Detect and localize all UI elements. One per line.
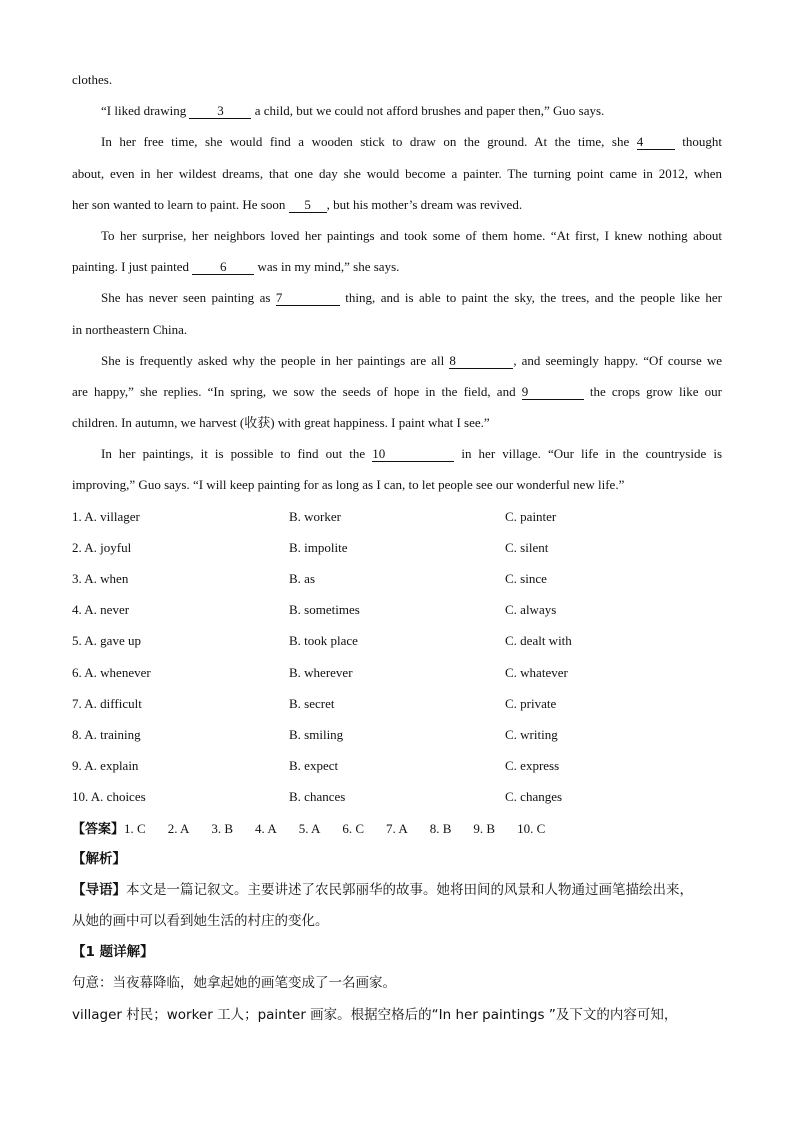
passage-line	[72, 126, 722, 157]
guide-line	[72, 875, 722, 906]
passage-text: about, even in her wildest dreams, that one day she would become a painter. The turning point came in 2012, when	[72, 165, 722, 181]
passage-line	[72, 95, 722, 126]
passage-text: the crops grow like our	[583, 383, 722, 399]
option-b: B. impolite	[289, 539, 348, 555]
passage-line	[72, 220, 722, 251]
blank-4: 4	[637, 135, 675, 150]
option-c: C. whatever	[505, 664, 568, 680]
passage-text: thought	[674, 134, 722, 150]
option-row	[72, 657, 722, 688]
blank-5: 5	[289, 198, 327, 213]
question-1-meaning: 句意：当夜幕降临，她拿起她的画笔变成了一名画家。	[72, 975, 396, 992]
option-b: B. expect	[289, 758, 339, 774]
option-b: B. chances	[289, 789, 346, 805]
answer-tag: 【答案】	[72, 821, 125, 837]
option-a: 5. A. gave up	[72, 633, 141, 649]
passage-line	[72, 407, 722, 438]
answer-item: 2. A	[167, 820, 190, 836]
guide-line: 从她的画中可以看到她生活的村庄的变化。	[72, 913, 329, 930]
passage-text: To her surprise, her neighbors loved her paintings and took some of them home. “At first, I knew nothing about	[101, 227, 722, 243]
passage-text: “I liked drawing	[101, 103, 190, 119]
option-b: B. worker	[289, 508, 341, 524]
option-row	[72, 594, 722, 625]
option-a: 7. A. difficult	[72, 695, 142, 711]
blank-3: 3	[189, 104, 251, 119]
blank-10: 10	[372, 447, 454, 462]
option-row	[72, 625, 722, 656]
guide-text: 本文是一篇记叙文。主要讲述了农民郭丽华的故事。她将田间的风景和人物通过画笔描绘出来，	[126, 881, 693, 898]
option-b: B. secret	[289, 695, 335, 711]
option-row	[72, 563, 722, 594]
passage-text: clothes.	[72, 72, 113, 87]
option-a: 2. A. joyful	[72, 539, 132, 555]
passage-line	[72, 314, 722, 345]
option-c: C. express	[505, 758, 560, 774]
guide-tag: 【导语】	[72, 881, 126, 898]
option-row	[72, 750, 722, 781]
passage-line	[72, 345, 722, 376]
passage-text: improving,” Guo says. “I will keep painting for as long as I can, to let people see our wonderful new life.”	[72, 477, 625, 493]
passage-line	[72, 438, 722, 469]
option-b: B. wherever	[289, 664, 353, 680]
option-c: C. always	[505, 602, 557, 618]
option-c: C. painter	[505, 508, 557, 524]
option-a: 9. A. explain	[72, 758, 139, 774]
answer-item: 6. C	[342, 820, 365, 836]
option-row	[72, 781, 722, 812]
options-list	[72, 501, 722, 813]
passage-text: in her village. “Our life in the countryside is	[454, 446, 722, 462]
passage-text: children. In autumn, we harvest (收获) with great happiness. I paint what I see.”	[72, 415, 490, 431]
passage-text: her son wanted to learn to paint. He soon	[72, 196, 289, 212]
option-b: B. as	[289, 571, 315, 586]
passage-text: in northeastern China.	[72, 321, 188, 337]
option-c: C. silent	[505, 539, 549, 555]
answer-item: 3. B	[211, 820, 234, 836]
option-a: 4. A. never	[72, 602, 130, 618]
passage-text: In her paintings, it is possible to find out the	[101, 446, 373, 462]
passage-text: She has never seen painting as	[101, 290, 276, 306]
answer-item: 10. C	[517, 820, 546, 836]
answer-item: 7. A	[386, 820, 408, 836]
option-b: B. took place	[289, 633, 358, 649]
option-a: 1. A. villager	[72, 508, 140, 524]
option-row	[72, 501, 722, 532]
answer-item: 5. A	[298, 820, 321, 836]
passage-line	[72, 376, 722, 407]
option-c: C. dealt with	[505, 633, 572, 649]
option-c: C. private	[505, 695, 557, 711]
option-row	[72, 532, 722, 563]
answer-item: 8. B	[429, 820, 452, 836]
answer-item: 9. B	[473, 820, 496, 836]
option-b: B. sometimes	[289, 602, 360, 618]
passage-text: thing, and is able to paint the sky, the trees, and the people like her	[339, 290, 722, 306]
option-row	[72, 688, 722, 719]
passage-text: , but his mother’s dream was revived.	[326, 196, 523, 212]
passage-text: In her free time, she would find a wooden stick to draw on the ground. At the time, she	[101, 134, 637, 150]
option-a: 10. A. choices	[72, 789, 146, 805]
passage-line	[72, 158, 722, 189]
passage-line	[72, 64, 722, 95]
blank-8: 8	[449, 354, 513, 369]
option-c: C. changes	[505, 789, 563, 805]
document-page	[72, 64, 722, 1031]
passage-text: are happy,” she replies. “In spring, we sow the seeds of hope in the field, and	[72, 383, 522, 399]
question-1-explanation: villager 村民；worker 工人；painter 画家。根据空格后的“In her paintings ”及下文的内容可知，	[72, 1006, 678, 1023]
answer-item: 4. A	[255, 820, 277, 836]
question-1-heading: 【1 题详解】	[72, 944, 154, 961]
passage-line	[72, 189, 722, 220]
option-c: C. writing	[505, 726, 558, 742]
passage-line	[72, 251, 722, 282]
option-a: 3. A. when	[72, 571, 129, 586]
blank-6: 6	[192, 260, 254, 275]
passage-line	[72, 469, 722, 500]
option-c: C. since	[505, 571, 547, 586]
blank-7: 7	[276, 291, 340, 306]
option-row	[72, 719, 722, 750]
passage-text: She is frequently asked why the people in her paintings are all	[101, 352, 450, 368]
passage-text: , and seemingly happy. “Of course we	[513, 352, 722, 368]
answer-key	[72, 813, 722, 844]
passage-text: a child, but we could not afford brushes and paper then,” Guo says.	[251, 103, 605, 119]
option-a: 6. A. whenever	[72, 664, 151, 680]
analysis-heading: 【解析】	[72, 850, 126, 867]
passage-line	[72, 282, 722, 313]
blank-9: 9	[522, 385, 584, 400]
passage-text: painting. I just painted	[72, 259, 193, 275]
passage-text: was in my mind,” she says.	[254, 259, 400, 275]
answer-item: 1. C	[124, 820, 146, 836]
option-b: B. smiling	[289, 726, 344, 742]
option-a: 8. A. training	[72, 726, 141, 742]
